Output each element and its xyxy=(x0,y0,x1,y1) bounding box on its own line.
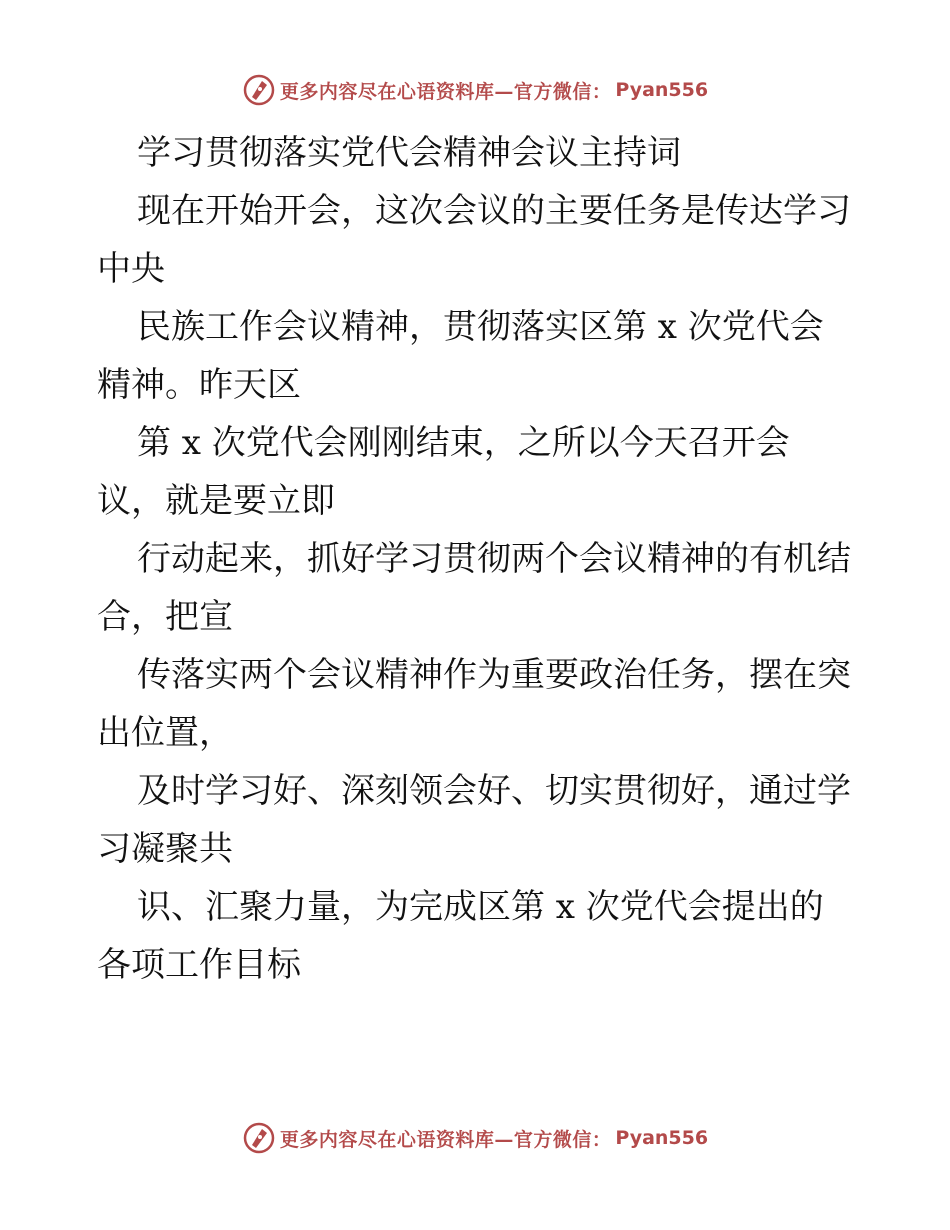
document-line: 各项工作目标 xyxy=(97,945,301,985)
document-line: 精神。昨天区 xyxy=(97,365,301,405)
document-line: 合，把宣 xyxy=(97,597,233,637)
document-line: 第 x 次党代会刚刚结束，之所以今天召开会 xyxy=(137,423,790,463)
document-line: 行动起来，抓好学习贯彻两个会议精神的有机结 xyxy=(137,539,851,579)
footer-watermark xyxy=(0,1118,950,1158)
document-line: 出位置， xyxy=(97,713,233,753)
watermark-wechat-id: Pyan556 xyxy=(615,1127,709,1149)
document-line: 现在开始开会，这次会议的主要任务是传达学习 xyxy=(137,191,851,231)
document-line: 议，就是要立即 xyxy=(97,481,335,521)
watermark-text: 更多内容尽在心语资料库—官方微信： xyxy=(279,80,612,103)
fountain-pen-nib-icon xyxy=(242,1121,276,1155)
header-watermark xyxy=(0,70,950,110)
fountain-pen-nib-icon xyxy=(242,73,276,107)
watermark-text: 更多内容尽在心语资料库—官方微信： xyxy=(279,1128,612,1151)
document-line: 学习贯彻落实党代会精神会议主持词 xyxy=(137,133,681,173)
document-line: 及时学习好、深刻领会好、切实贯彻好，通过学 xyxy=(137,771,851,811)
document-line: 习凝聚共 xyxy=(97,829,233,869)
watermark-wechat-id: Pyan556 xyxy=(615,79,709,101)
document-line: 识、汇聚力量，为完成区第 x 次党代会提出的 xyxy=(137,887,824,927)
document-line: 民族工作会议精神，贯彻落实区第 x 次党代会 xyxy=(137,307,824,347)
document-line: 传落实两个会议精神作为重要政治任务，摆在突 xyxy=(137,655,851,695)
document-line: 中央 xyxy=(97,249,165,289)
document-body xyxy=(97,124,857,994)
